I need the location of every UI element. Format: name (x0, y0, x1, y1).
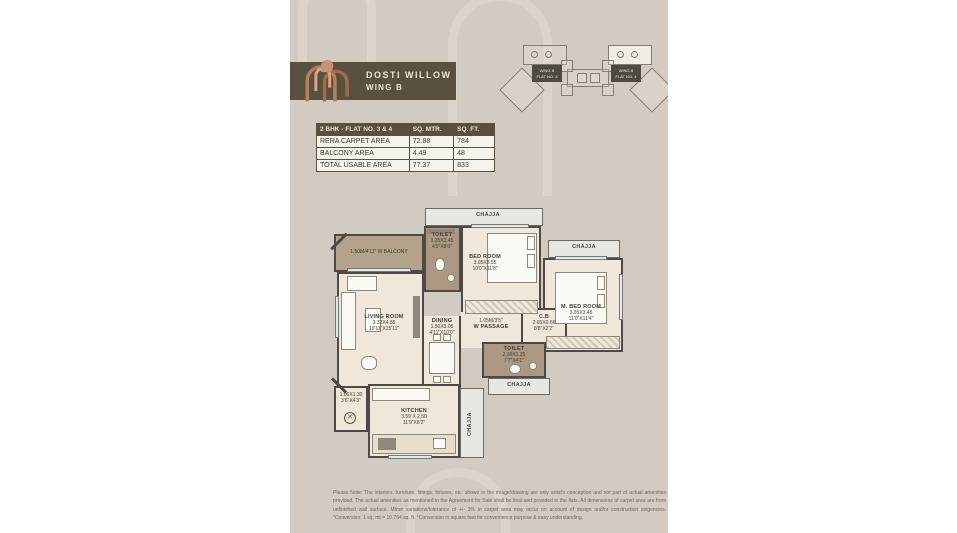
keyplan-link (602, 84, 614, 96)
content-panel (290, 0, 668, 533)
row-sqmtr: 4.49 (409, 148, 453, 160)
keyplan-flat3-wing: WING B (539, 68, 555, 74)
key-plan (505, 42, 668, 112)
keyplan-outline (608, 45, 652, 65)
master-bedroom-window-right (619, 274, 623, 320)
table-row (317, 148, 495, 160)
row-label: TOTAL USABLE AREA (317, 160, 410, 172)
dining-label: DINING 1.50X3.05 4'11"X10'0" (429, 318, 455, 336)
sofa-graphic (347, 276, 377, 291)
armchair-graphic (361, 356, 377, 370)
keyplan-flat3-no: FLAT NO. 3 (536, 73, 558, 79)
wc-graphic (435, 258, 445, 271)
keyplan-link (561, 84, 573, 96)
toilet-2-label: TOILET 2.30X1.25 7'7"X4'1" (502, 346, 526, 364)
row-sqmtr: 77.37 (409, 160, 453, 172)
kitchen-window (388, 455, 432, 459)
chajja-top-label: CHAJJA (476, 212, 500, 218)
dining-table-graphic (429, 342, 455, 374)
disclaimer-note: Please Note: The interiors, furniture, fittings, fixtures, etc. shown in the image/drawing are only artist's conception and not part of actual amenities provided. The actual amenities as mentioned in the Agreement for Sale shall be final and provided in the flats. All dimensions of carpet area are from unfinished wall surface. Minor variations/tolerance of +/- 3% in carpet area may occur on account of design and/or construction exigencies. *Conversion: 1 sq. mt = 10.764 sq. ft. *Conversion in square feet for convenience purpose & easy understanding. (333, 490, 666, 521)
chajja-bottom-label: CHAJJA (507, 382, 531, 388)
toilet-1-label: TOILET 1.35X2.45 4'5"X8'0" (430, 232, 454, 250)
bedroom-label: BED ROOM 3.05X3.55 10'0"X11'8" (469, 254, 501, 272)
balcony-window (347, 268, 411, 272)
chajja-master-label: CHAJJA (572, 244, 596, 250)
keyplan-flat4-no: FLAT NO. 4 (615, 73, 637, 79)
table-row (317, 160, 495, 172)
row-sqft: 784 (454, 136, 495, 148)
living-label: LIVING ROOM 3.32X4.85 10'11"X15'11" (364, 314, 404, 332)
col-sqmtr: SQ. MTR. (409, 124, 453, 136)
living-window (335, 296, 339, 338)
chajja-kitchen-label: CHAJJA (467, 412, 473, 436)
col-flat: 2 BHK - FLAT NO. 3 & 4 (317, 124, 410, 136)
kitchen-label: KITCHEN 3.59 X 2.50 11'9"X8'2" (401, 408, 427, 426)
keyplan-dot (545, 51, 552, 58)
cupboard-label: C.B 2.65X0.66 8'8"X2'2" (532, 314, 556, 332)
passage-label: 1.05M/3'5" W PASSAGE (473, 318, 509, 330)
dining-chair-graphic (433, 376, 441, 383)
row-label: RERA CARPET AREA (317, 136, 410, 148)
wing-subtitle: WING B (366, 83, 403, 92)
keyplan-link (561, 60, 573, 72)
keyplan-core (577, 73, 587, 83)
table-row (317, 136, 495, 148)
keyplan-flat4-wing: WING B (618, 68, 634, 74)
basin-graphic (447, 274, 455, 282)
sofa-graphic (341, 292, 356, 350)
keyplan-dot (531, 51, 538, 58)
row-sqmtr: 72.88 (409, 136, 453, 148)
master-bedroom-label: M. BED ROOM 3.35X3.45 11'0"X11'4" (560, 304, 602, 322)
wardrobe-graphic (465, 300, 538, 314)
row-label: BALCONY AREA (317, 148, 410, 160)
dosti-arches-logo-icon (302, 53, 354, 105)
hob-graphic (378, 438, 396, 450)
area-table-header-row (317, 124, 495, 136)
foyer-label: 1.06X1.30 3'6"X4'3" (339, 392, 363, 404)
pillow-graphic (527, 236, 535, 250)
keyplan-dot (631, 51, 638, 58)
shaft-symbol: ✕ (344, 412, 356, 424)
keyplan-core (590, 73, 600, 83)
keyplan-dot (617, 51, 624, 58)
pillow-graphic (597, 276, 605, 290)
col-sqft: SQ. FT. (454, 124, 495, 136)
balcony-label: 1.50M/4'11" W BALCONY (350, 249, 408, 255)
row-sqft: 833 (454, 160, 495, 172)
sink-graphic (433, 438, 446, 449)
bedroom-window (471, 224, 529, 228)
kitchen-counter-graphic (372, 388, 430, 401)
wc-graphic (509, 364, 521, 374)
keyplan-flat4-block (611, 65, 641, 82)
area-table (316, 123, 495, 172)
keyplan-flat3-block (532, 65, 562, 82)
row-sqft: 48 (454, 148, 495, 160)
pillow-graphic (527, 254, 535, 268)
floor-plan (333, 196, 663, 486)
dining-chair-graphic (443, 376, 451, 383)
wardrobe-graphic (546, 336, 620, 349)
master-bedroom-window-top (555, 256, 607, 260)
project-title: DOSTI WILLOW (366, 70, 452, 80)
